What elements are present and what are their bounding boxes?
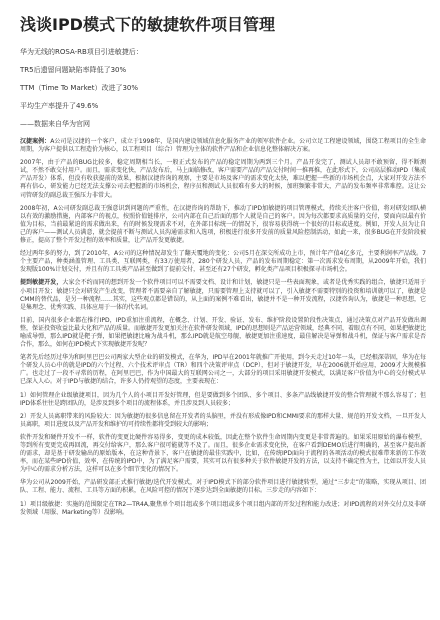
paragraph bbox=[20, 159, 426, 199]
intro-line: TR5后遗留问题缺陷率降低了30% bbox=[20, 66, 127, 74]
paragraph-text: 2007年，由于产品的BUG比较多，稳定周期相当长，一般正式发布的产品的稳定周期为两到三个月。产品开发完了，测试人员却不敢预留，得不断测试，不然不敢交付用户。而且，需求变化快，产品发布后，马上面临修改，客户需要产品的产品交付时间一推再推，在此形式下，公司高层推动IPD（集成产品开发）体系，但没有收获提前的效果，根据汉捷咨询的观察，主要是市场及客户的需求变化太快，难以把握一些新的市场机会点，大家对开发方法不再有信心，研发能力已经无法支撑公司去把握新的市场机会，程序员和测试人员很难有多大的时候，加班频繁非常大，产品的发布频率非常难控。这让公司管研发的副总裁王强压力非常大。 bbox=[20, 159, 427, 199]
paragraph-text: 2008年初，A公司研发副总裁王强意识到问题的严重性，在汉捷咨询的帮助下，推动了IPD加敏捷的项目管理模式，持续关注客户价值，将对研发团队横以有效的激励措施，内部客户的视点，按照价值链排序，公司内部在自己后面的那个人就是自己的客户。因为每次都要求高质量的交付，要面向以最有价值为目标，当前最紧迫的需求做出来，有的时候发现需求不对，在外部目标统一的情况下，很容易获得统一个很好的目标或进度。例如，开发人员为让自己的客户——测试人员满意，就会提前不断与测试人员沟通需求和入选项，积极进行很多开发前的质量风险控制活动，如此一来，很多BUG在开发阶段被修正，提高了整个开发过程的效率和质量，让产品开发更敏捷。 bbox=[20, 204, 426, 245]
paragraph-text: 目前，国内很多企业都在推行IPD，IPD重加注重流程，在概念、计划、开发、验证、发布、维护阶段设置阶段性决策点，通过决策点对产品开发做出调整，保证投资收益比最大化和产品的质量。而敏捷开发更加关注在软件研发领域，IPD的思想则是产品运营领域，经典不同，着眼点有不同，如果把敏捷比喻成导弹，那么IPD就是靶子弹，如果把敏捷比喻为战斗机，那么IPD就是航空母舰，敏捷更加注重速度，最佳解决是导弹和战斗机，保证与客户需求是否合作，那么，如何在IPD模式下实现敏捷开发呢？ bbox=[20, 316, 427, 349]
paragraph-text: 2）开发人员离职带来的风险较大：因为敏捷的很多信息留在开发者的头脑里，并没有形成像IPD和CMMI要求的那样大量、规范的开发文档，一旦开发人员离职，项目进度以及产品开发和维护的可持续性都将受到较大的影响； bbox=[20, 412, 426, 428]
paragraph bbox=[20, 413, 426, 429]
paragraph-text: 华为公司从2009开始，产品研发部正式推行敏捷/迭代开发模式，对于IPD模式下的部分软件项目进行敏捷转型，通过“三步走”的策略，实现从项目、团队、工程、能力、流程、工具等方面的积累，在风险可控的情况下逐步达到全面敏捷的目标。三步走的内容如下： bbox=[20, 479, 426, 495]
paragraph-lead: 汉捷案例： bbox=[20, 138, 51, 145]
article-body bbox=[20, 138, 426, 517]
intro-source: ——数据来自华为官网 bbox=[20, 120, 90, 128]
page-title: 浅谈IPD模式下的敏捷软件项目管理 bbox=[20, 15, 275, 34]
paragraph bbox=[20, 250, 426, 274]
paragraph bbox=[20, 501, 426, 517]
intro-block bbox=[20, 48, 426, 129]
paragraph-lead: 提到敏捷开发， bbox=[20, 279, 63, 287]
paragraph-text: 软件开发和硬件开发不一样，软件的变更比硬件容易得多，变更的成本较低，因此在整个软件生命周期内变更是非常普遍的。如果采用原始的瀑布模型，等到所有变更完成再回流，再交付给客户，那么客户很可能就等不及了。而且，很多企业需求变化快，在客户看到DEMO后进行明确的，甚至客户提出新的需求，却是基于研发输出的原始版本，在这种背景下，客户在敏捷的最佳实践中，比如，在传统IPD面向于流程的各项活动的模式很难带来新的工作效率，而在某些IPD价值，效率，在传统的IPD中，为了满足客户需要，其实可以有很多种关于软件敏捷开发的方法，以支持不确定性为主，比如以开发人员为中心的需求分析方法，这样可以在多个细节变化的情况下。 bbox=[20, 433, 426, 474]
paragraph bbox=[20, 392, 426, 408]
paragraph-text: 大家会不约而同的想到开发一个软件项目可以不需要文档、设计和计划，敏捷只是一些表面现象，或者是优秀实践的组合，敏捷只适用于小项目开发；敏捷只会对研发产生改变，管理者不需要亲自了解敏捷，只需要管理上支持就可以了，引入敏捷不需要特别的投资和培训就可以了，敏捷是CMM的替代品，是另一种流程……其实，这些观点都是错误的，从上面的案例不难看出，敏捷并不是一种开发流程，汉捷咨询认为，敏捷是一种思想，它是集理念、优秀实践、具体应用于一体的代名词。 bbox=[20, 279, 426, 311]
paragraph bbox=[20, 138, 426, 154]
paragraph bbox=[20, 479, 426, 495]
paragraph-text: 1）如何管理企业级敏捷项目，因为几个人的小项目开发好管理，但是要做到多个团队、多个项目、多条产品线敏捷开发的整合管理就不那么容易了；但IPD体系往往是跨团队的，是涉及到多个项目的流程体系，并且涉及到人员较多； bbox=[20, 391, 426, 407]
intro-line: 平均生产率提升了49.6% bbox=[20, 102, 99, 110]
paragraph bbox=[20, 434, 426, 474]
paragraph-text: A公司是汉捷的一个客户，成立于1998年，是国内建设领域信息化服务产业的领军软件企业。公司立足工程建设领域，围绕工程项目的全生命周期，为客户提供以工程造价为核心，以工程项目（综合）管理为主体的软件产品和企业信息化整体解决方案。 bbox=[20, 138, 426, 154]
paragraph bbox=[20, 354, 426, 386]
paragraph-text: 1）项目级敏捷：实施的范围限定在TR2—TR4A,聚焦单个项目组或多个项目组或多个项目组内部的开发过程和能力改进；对IPD流程的对外交付点及非研发领域（用服、Marketing等）没影响。 bbox=[20, 500, 426, 516]
paragraph bbox=[20, 205, 426, 245]
paragraph bbox=[20, 279, 426, 311]
paragraph bbox=[20, 317, 426, 349]
intro-line: TTM（Time To Market）改进了30% bbox=[20, 84, 139, 92]
intro-line: 华为无线的ROSA-RB项目引进敏捷后： bbox=[20, 48, 143, 56]
paragraph-text: 经过两年多的努力，到了2010年，A公司的这种情况却发生了翻天覆地的变化：公司5月在深交所成功上市，预计年产值4亿多元，主要利润率产品线。7个主要产品，种类涵盖管理、工具类、互联网类，有33万使用者，280个研发人员，产品的发布周期稳定：第一次需求发布周期，从2009年开始，我们发现版100%计划交付，并且有的工具类产品甚至做到了提前交付，甚至还有27个研发，孵化类产品项目积极探寻市场机会。 bbox=[20, 250, 426, 274]
paragraph-text: 笔者先后经历过华为和阿里巴巴公司两家大型企业的研发模式，在华为，IPD早在2001年就推广开使用，到今天走过10年一头，已经根深蒂固，华为在每个研发人员心中的就是IPD的六个过程、六个技术评审点（TR）和四个决策评审点（DCP），但对于敏捷开发，早在2006就开始应用，2009才大规模推广。也走过了一段不寻常的历程，在阿里巴巴，作为中国最大的互联网公司之一，大部分的项目采用敏捷开发模式，以满足客户价值为中心的交付模式早已深入人心。对于IPD与敏捷的结合，许多人仍持观望的态度，主要表现在： bbox=[20, 354, 426, 386]
